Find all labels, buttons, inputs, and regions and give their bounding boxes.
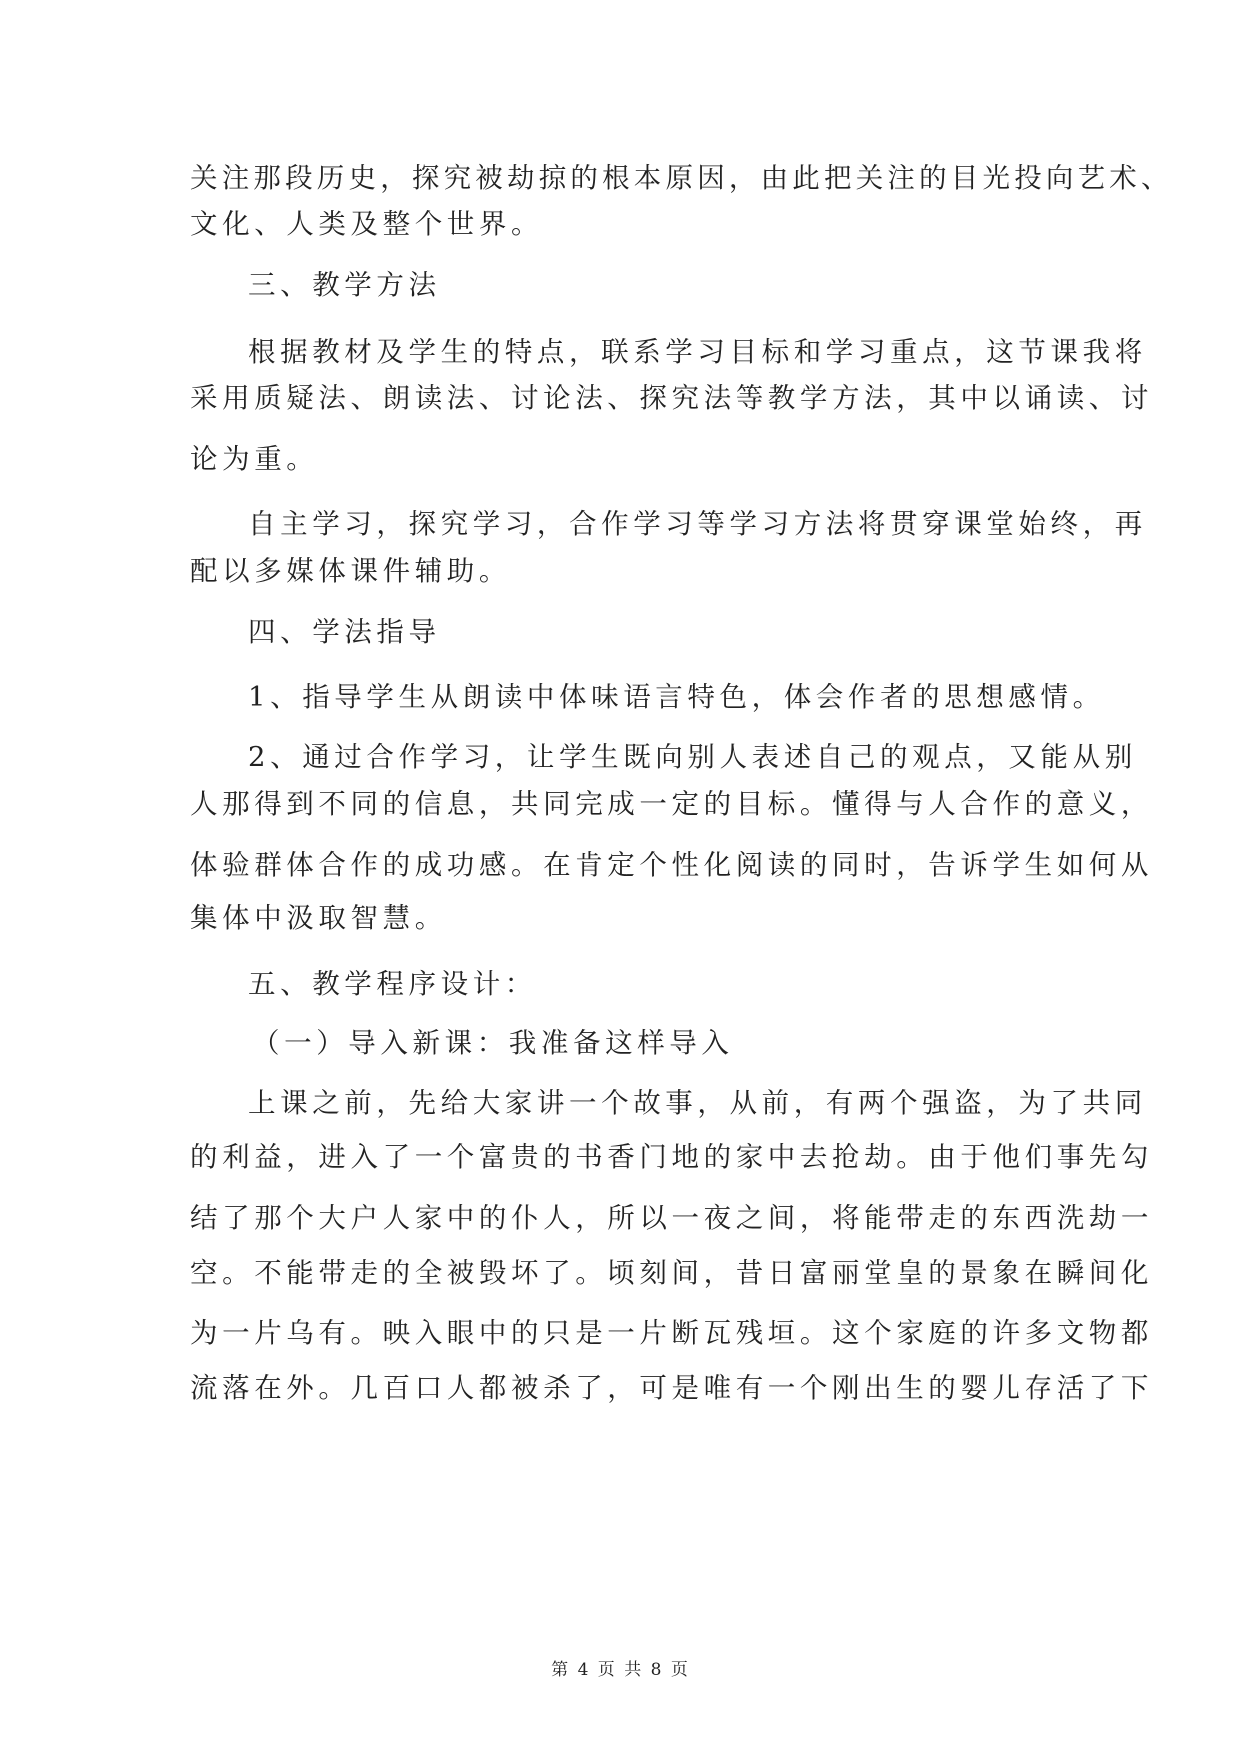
text-line-7: 自主学习，探究学习，合作学习等学习方法将贯穿课堂始终，再 — [248, 508, 1147, 540]
footer-middle: 页 共 — [597, 1660, 644, 1680]
text-line-4: 根据教材及学生的特点，联系学习目标和学习重点，这节课我将 — [248, 336, 1147, 368]
footer-total-pages: 8 — [650, 1660, 664, 1680]
text-line-10: 1、指导学生从朗读中体味语言特色，体会作者的思想感情。 — [248, 681, 1105, 713]
text-line-2: 文化、人类及整个世界。 — [190, 208, 544, 240]
section-heading-study-guidance: 四、学法指导 — [248, 616, 441, 648]
text-line-6: 论为重。 — [190, 443, 319, 475]
text-line-20: 空。不能带走的全被毁坏了。顷刻间，昔日富丽堂皇的景象在瞬间化 — [190, 1257, 1153, 1289]
text-line-13: 体验群体合作的成功感。在肯定个性化阅读的同时，告诉学生如何从 — [190, 849, 1153, 881]
text-line-21: 为一片乌有。映入眼中的只是一片断瓦残垣。这个家庭的许多文物都 — [190, 1317, 1153, 1349]
text-line-18: 的利益，进入了一个富贵的书香门地的家中去抢劫。由于他们事先勾 — [190, 1141, 1153, 1173]
section-heading-procedure: 五、教学程序设计： — [248, 968, 537, 1000]
section-heading-teaching-methods: 三、教学方法 — [248, 269, 441, 301]
text-line-17: 上课之前，先给大家讲一个故事，从前，有两个强盗，为了共同 — [248, 1087, 1147, 1119]
text-line-19: 结了那个大户人家中的仆人，所以一夜之间，将能带走的东西洗劫一 — [190, 1202, 1153, 1234]
footer-page-number: 4 — [577, 1660, 591, 1680]
text-line-22: 流落在外。几百口人都被杀了，可是唯有一个刚出生的婴儿存活了下 — [190, 1372, 1153, 1404]
text-line-11: 2、通过合作学习，让学生既向别人表述自己的观点，又能从别 — [248, 741, 1137, 773]
text-line-12: 人那得到不同的信息，共同完成一定的目标。懂得与人合作的意义， — [190, 788, 1153, 820]
text-line-1: 关注那段历史，探究被劫掠的根本原因，由此把关注的目光投向艺术、 — [190, 162, 1173, 194]
footer-suffix: 页 — [670, 1660, 690, 1680]
text-line-5: 采用质疑法、朗读法、讨论法、探究法等教学方法，其中以诵读、讨 — [190, 382, 1153, 414]
footer-prefix: 第 — [551, 1660, 571, 1680]
text-line-8: 配以多媒体课件辅助。 — [190, 555, 511, 587]
subsection-heading-intro: （一）导入新课：我准备这样导入 — [252, 1027, 734, 1059]
text-line-14: 集体中汲取智慧。 — [190, 902, 447, 934]
page-footer — [0, 1655, 1241, 1680]
